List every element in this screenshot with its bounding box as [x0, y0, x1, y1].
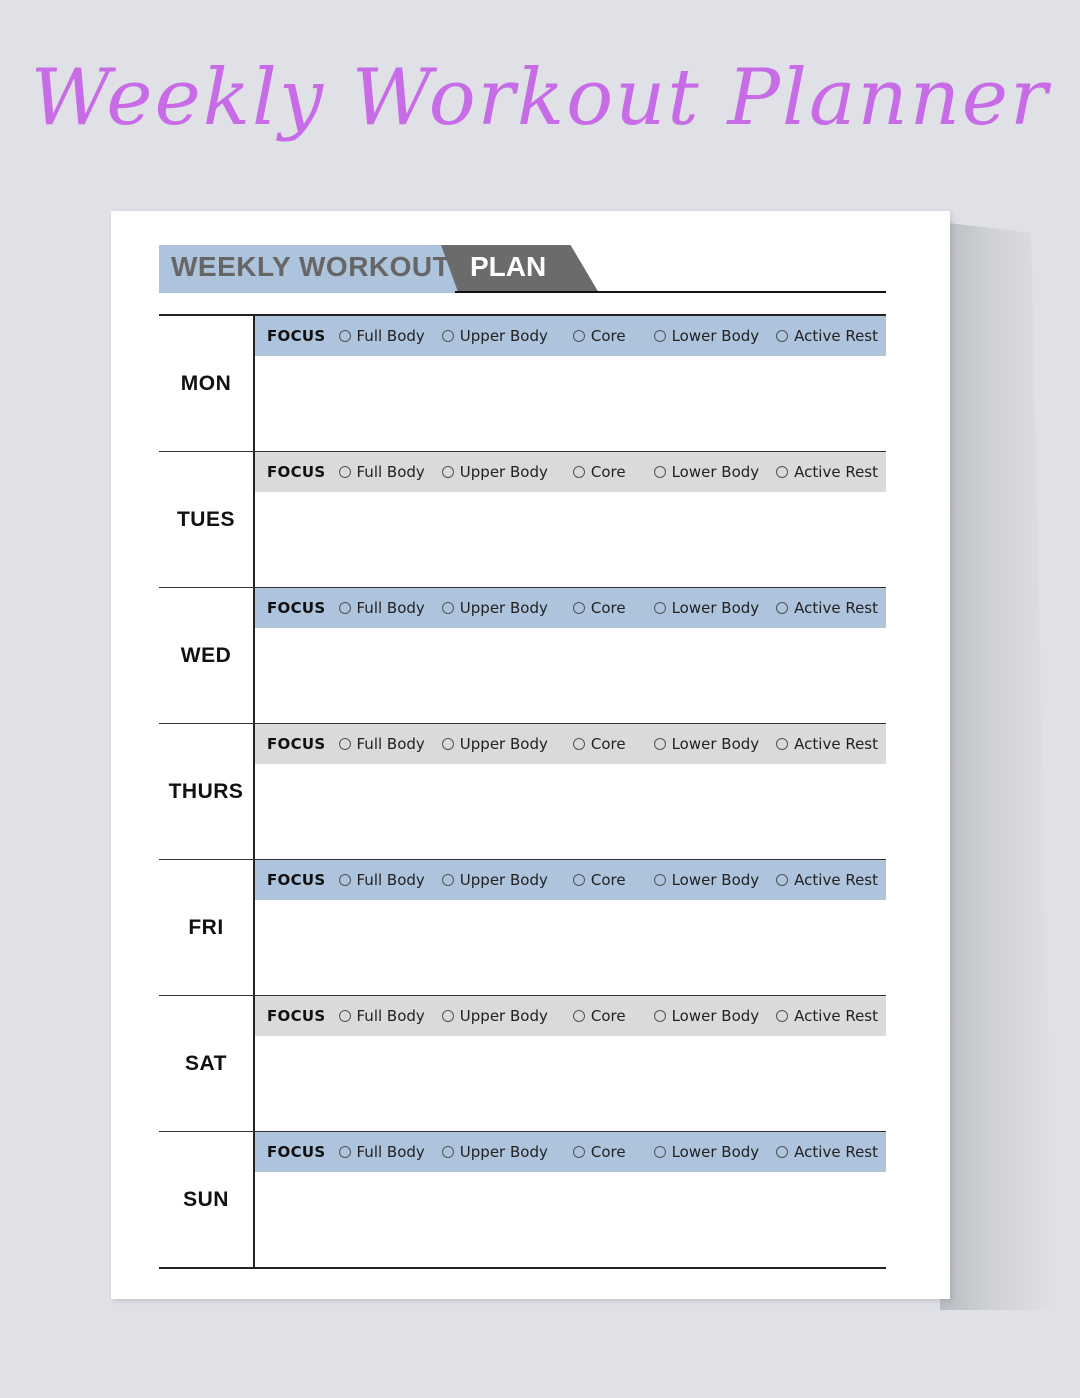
day-label: THURS: [159, 724, 255, 859]
day-row-fri: [159, 859, 886, 995]
focus-option-label: Upper Body: [459, 599, 548, 617]
header-plan-word: PLAN: [470, 251, 547, 282]
focus-option-lower-body[interactable]: [654, 327, 760, 345]
focus-option-core[interactable]: [573, 1143, 626, 1161]
day-body: [255, 996, 886, 1131]
radio-circle-icon[interactable]: [339, 466, 351, 478]
radio-circle-icon[interactable]: [339, 330, 351, 342]
focus-bar: [255, 1132, 886, 1172]
focus-option-upper-body[interactable]: [442, 735, 548, 753]
radio-circle-icon[interactable]: [339, 738, 351, 750]
radio-circle-icon[interactable]: [442, 466, 454, 478]
focus-option-label: Core: [590, 1007, 626, 1025]
radio-circle-icon[interactable]: [654, 330, 666, 342]
focus-option-label: Active Rest: [794, 599, 878, 617]
workout-notes-area[interactable]: [255, 1036, 886, 1130]
radio-circle-icon[interactable]: [339, 1146, 351, 1158]
radio-circle-icon[interactable]: [339, 874, 351, 886]
focus-option-upper-body[interactable]: [442, 871, 548, 889]
focus-option-active-rest[interactable]: [776, 1007, 878, 1025]
day-row-sun: [159, 1131, 886, 1267]
focus-option-label: Core: [590, 871, 626, 889]
day-row-mon: [159, 316, 886, 451]
day-body: [255, 316, 886, 451]
focus-bar: [255, 724, 886, 764]
focus-option-label: Active Rest: [794, 1143, 878, 1161]
header-rule: [455, 291, 886, 293]
focus-option-label: Upper Body: [459, 1007, 548, 1025]
focus-label: FOCUS: [267, 327, 326, 345]
radio-circle-icon[interactable]: [442, 1010, 454, 1022]
focus-option-full-body[interactable]: [339, 1143, 425, 1161]
radio-circle-icon[interactable]: [776, 738, 788, 750]
day-label: WED: [159, 588, 255, 723]
workout-notes-area[interactable]: [255, 764, 886, 858]
focus-option-label: Core: [590, 599, 626, 617]
focus-option-label: Upper Body: [459, 871, 548, 889]
focus-option-core[interactable]: [573, 871, 626, 889]
focus-option-label: Upper Body: [459, 327, 548, 345]
radio-circle-icon[interactable]: [573, 1010, 585, 1022]
radio-circle-icon[interactable]: [654, 1010, 666, 1022]
radio-circle-icon[interactable]: [654, 874, 666, 886]
radio-circle-icon[interactable]: [776, 466, 788, 478]
focus-bar: [255, 316, 886, 356]
focus-option-lower-body[interactable]: [654, 1007, 760, 1025]
radio-circle-icon[interactable]: [573, 738, 585, 750]
focus-option-label: Active Rest: [794, 1007, 878, 1025]
focus-option-core[interactable]: [573, 327, 626, 345]
day-label: FRI: [159, 860, 255, 995]
focus-option-label: Lower Body: [671, 735, 760, 753]
focus-option-label: Active Rest: [794, 327, 878, 345]
focus-option-label: Lower Body: [671, 463, 760, 481]
focus-label: FOCUS: [267, 599, 326, 617]
focus-bar: [255, 452, 886, 492]
focus-label: FOCUS: [267, 871, 326, 889]
radio-circle-icon[interactable]: [573, 874, 585, 886]
radio-circle-icon[interactable]: [442, 330, 454, 342]
radio-circle-icon[interactable]: [776, 602, 788, 614]
focus-option-label: Lower Body: [671, 871, 760, 889]
focus-option-upper-body[interactable]: [442, 1007, 548, 1025]
focus-option-upper-body[interactable]: [442, 599, 548, 617]
focus-option-active-rest[interactable]: [776, 1143, 878, 1161]
focus-option-label: Lower Body: [671, 599, 760, 617]
focus-option-lower-body[interactable]: [654, 735, 760, 753]
focus-option-label: Upper Body: [459, 463, 548, 481]
focus-label: FOCUS: [267, 1143, 326, 1161]
focus-option-label: Core: [590, 463, 626, 481]
radio-circle-icon[interactable]: [442, 602, 454, 614]
radio-circle-icon[interactable]: [776, 1010, 788, 1022]
day-label: MON: [159, 316, 255, 451]
focus-option-full-body[interactable]: [339, 735, 425, 753]
focus-option-full-body[interactable]: [339, 871, 425, 889]
focus-option-label: Lower Body: [671, 1143, 760, 1161]
radio-circle-icon[interactable]: [654, 466, 666, 478]
focus-option-active-rest[interactable]: [776, 599, 878, 617]
radio-circle-icon[interactable]: [573, 602, 585, 614]
focus-option-label: Core: [590, 735, 626, 753]
focus-option-active-rest[interactable]: [776, 735, 878, 753]
focus-option-lower-body[interactable]: [654, 599, 760, 617]
focus-option-full-body[interactable]: [339, 599, 425, 617]
page-shadow: [940, 222, 1054, 1310]
day-label: TUES: [159, 452, 255, 587]
day-body: [255, 1132, 886, 1267]
focus-option-label: Full Body: [356, 735, 425, 753]
radio-circle-icon[interactable]: [654, 1146, 666, 1158]
day-row-tues: [159, 451, 886, 587]
focus-option-lower-body[interactable]: [654, 1143, 760, 1161]
day-body: [255, 724, 886, 859]
focus-option-lower-body[interactable]: [654, 871, 760, 889]
focus-option-label: Full Body: [356, 1143, 425, 1161]
workout-notes-area[interactable]: [255, 1172, 886, 1266]
focus-option-core[interactable]: [573, 599, 626, 617]
focus-label: FOCUS: [267, 1007, 326, 1025]
focus-option-active-rest[interactable]: [776, 327, 878, 345]
focus-option-upper-body[interactable]: [442, 1143, 548, 1161]
focus-option-core[interactable]: [573, 463, 626, 481]
radio-circle-icon[interactable]: [573, 1146, 585, 1158]
radio-circle-icon[interactable]: [776, 874, 788, 886]
focus-bar: [255, 588, 886, 628]
radio-circle-icon[interactable]: [654, 602, 666, 614]
day-body: [255, 452, 886, 587]
focus-option-label: Full Body: [356, 327, 425, 345]
header-title: WEEKLY WORKOUT: [171, 251, 451, 282]
focus-option-label: Full Body: [356, 871, 425, 889]
focus-option-full-body[interactable]: [339, 463, 425, 481]
radio-circle-icon[interactable]: [776, 1146, 788, 1158]
focus-option-label: Full Body: [356, 1007, 425, 1025]
radio-circle-icon[interactable]: [654, 738, 666, 750]
day-row-thurs: [159, 723, 886, 859]
week-grid: [159, 314, 886, 1269]
focus-option-active-rest[interactable]: [776, 871, 878, 889]
radio-circle-icon[interactable]: [442, 1146, 454, 1158]
radio-circle-icon[interactable]: [573, 330, 585, 342]
workout-notes-area[interactable]: [255, 356, 886, 450]
radio-circle-icon[interactable]: [573, 466, 585, 478]
focus-option-upper-body[interactable]: [442, 327, 548, 345]
cover-title: Weekly Workout Planner: [30, 53, 1050, 143]
focus-option-label: Core: [590, 1143, 626, 1161]
focus-bar: [255, 996, 886, 1036]
focus-option-label: Core: [590, 327, 626, 345]
focus-option-label: Upper Body: [459, 1143, 548, 1161]
focus-option-lower-body[interactable]: [654, 463, 760, 481]
radio-circle-icon[interactable]: [442, 738, 454, 750]
focus-label: FOCUS: [267, 463, 326, 481]
focus-option-label: Active Rest: [794, 463, 878, 481]
workout-notes-area[interactable]: [255, 492, 886, 586]
day-label: SAT: [159, 996, 255, 1131]
day-row-sat: [159, 995, 886, 1131]
plan-header: [159, 245, 886, 295]
focus-option-label: Active Rest: [794, 871, 878, 889]
focus-option-label: Lower Body: [671, 1007, 760, 1025]
workout-notes-area[interactable]: [255, 900, 886, 994]
focus-option-active-rest[interactable]: [776, 463, 878, 481]
focus-option-label: Full Body: [356, 463, 425, 481]
focus-bar: [255, 860, 886, 900]
radio-circle-icon[interactable]: [339, 1010, 351, 1022]
focus-option-label: Active Rest: [794, 735, 878, 753]
focus-option-core[interactable]: [573, 735, 626, 753]
focus-option-label: Lower Body: [671, 327, 760, 345]
day-body: [255, 588, 886, 723]
focus-option-label: Upper Body: [459, 735, 548, 753]
day-body: [255, 860, 886, 995]
radio-circle-icon[interactable]: [339, 602, 351, 614]
radio-circle-icon[interactable]: [776, 330, 788, 342]
focus-option-upper-body[interactable]: [442, 463, 548, 481]
focus-option-label: Full Body: [356, 599, 425, 617]
planner-page: [111, 211, 950, 1299]
day-row-wed: [159, 587, 886, 723]
radio-circle-icon[interactable]: [442, 874, 454, 886]
focus-option-full-body[interactable]: [339, 327, 425, 345]
focus-label: FOCUS: [267, 735, 326, 753]
workout-notes-area[interactable]: [255, 628, 886, 722]
focus-option-core[interactable]: [573, 1007, 626, 1025]
day-label: SUN: [159, 1132, 255, 1267]
focus-option-full-body[interactable]: [339, 1007, 425, 1025]
